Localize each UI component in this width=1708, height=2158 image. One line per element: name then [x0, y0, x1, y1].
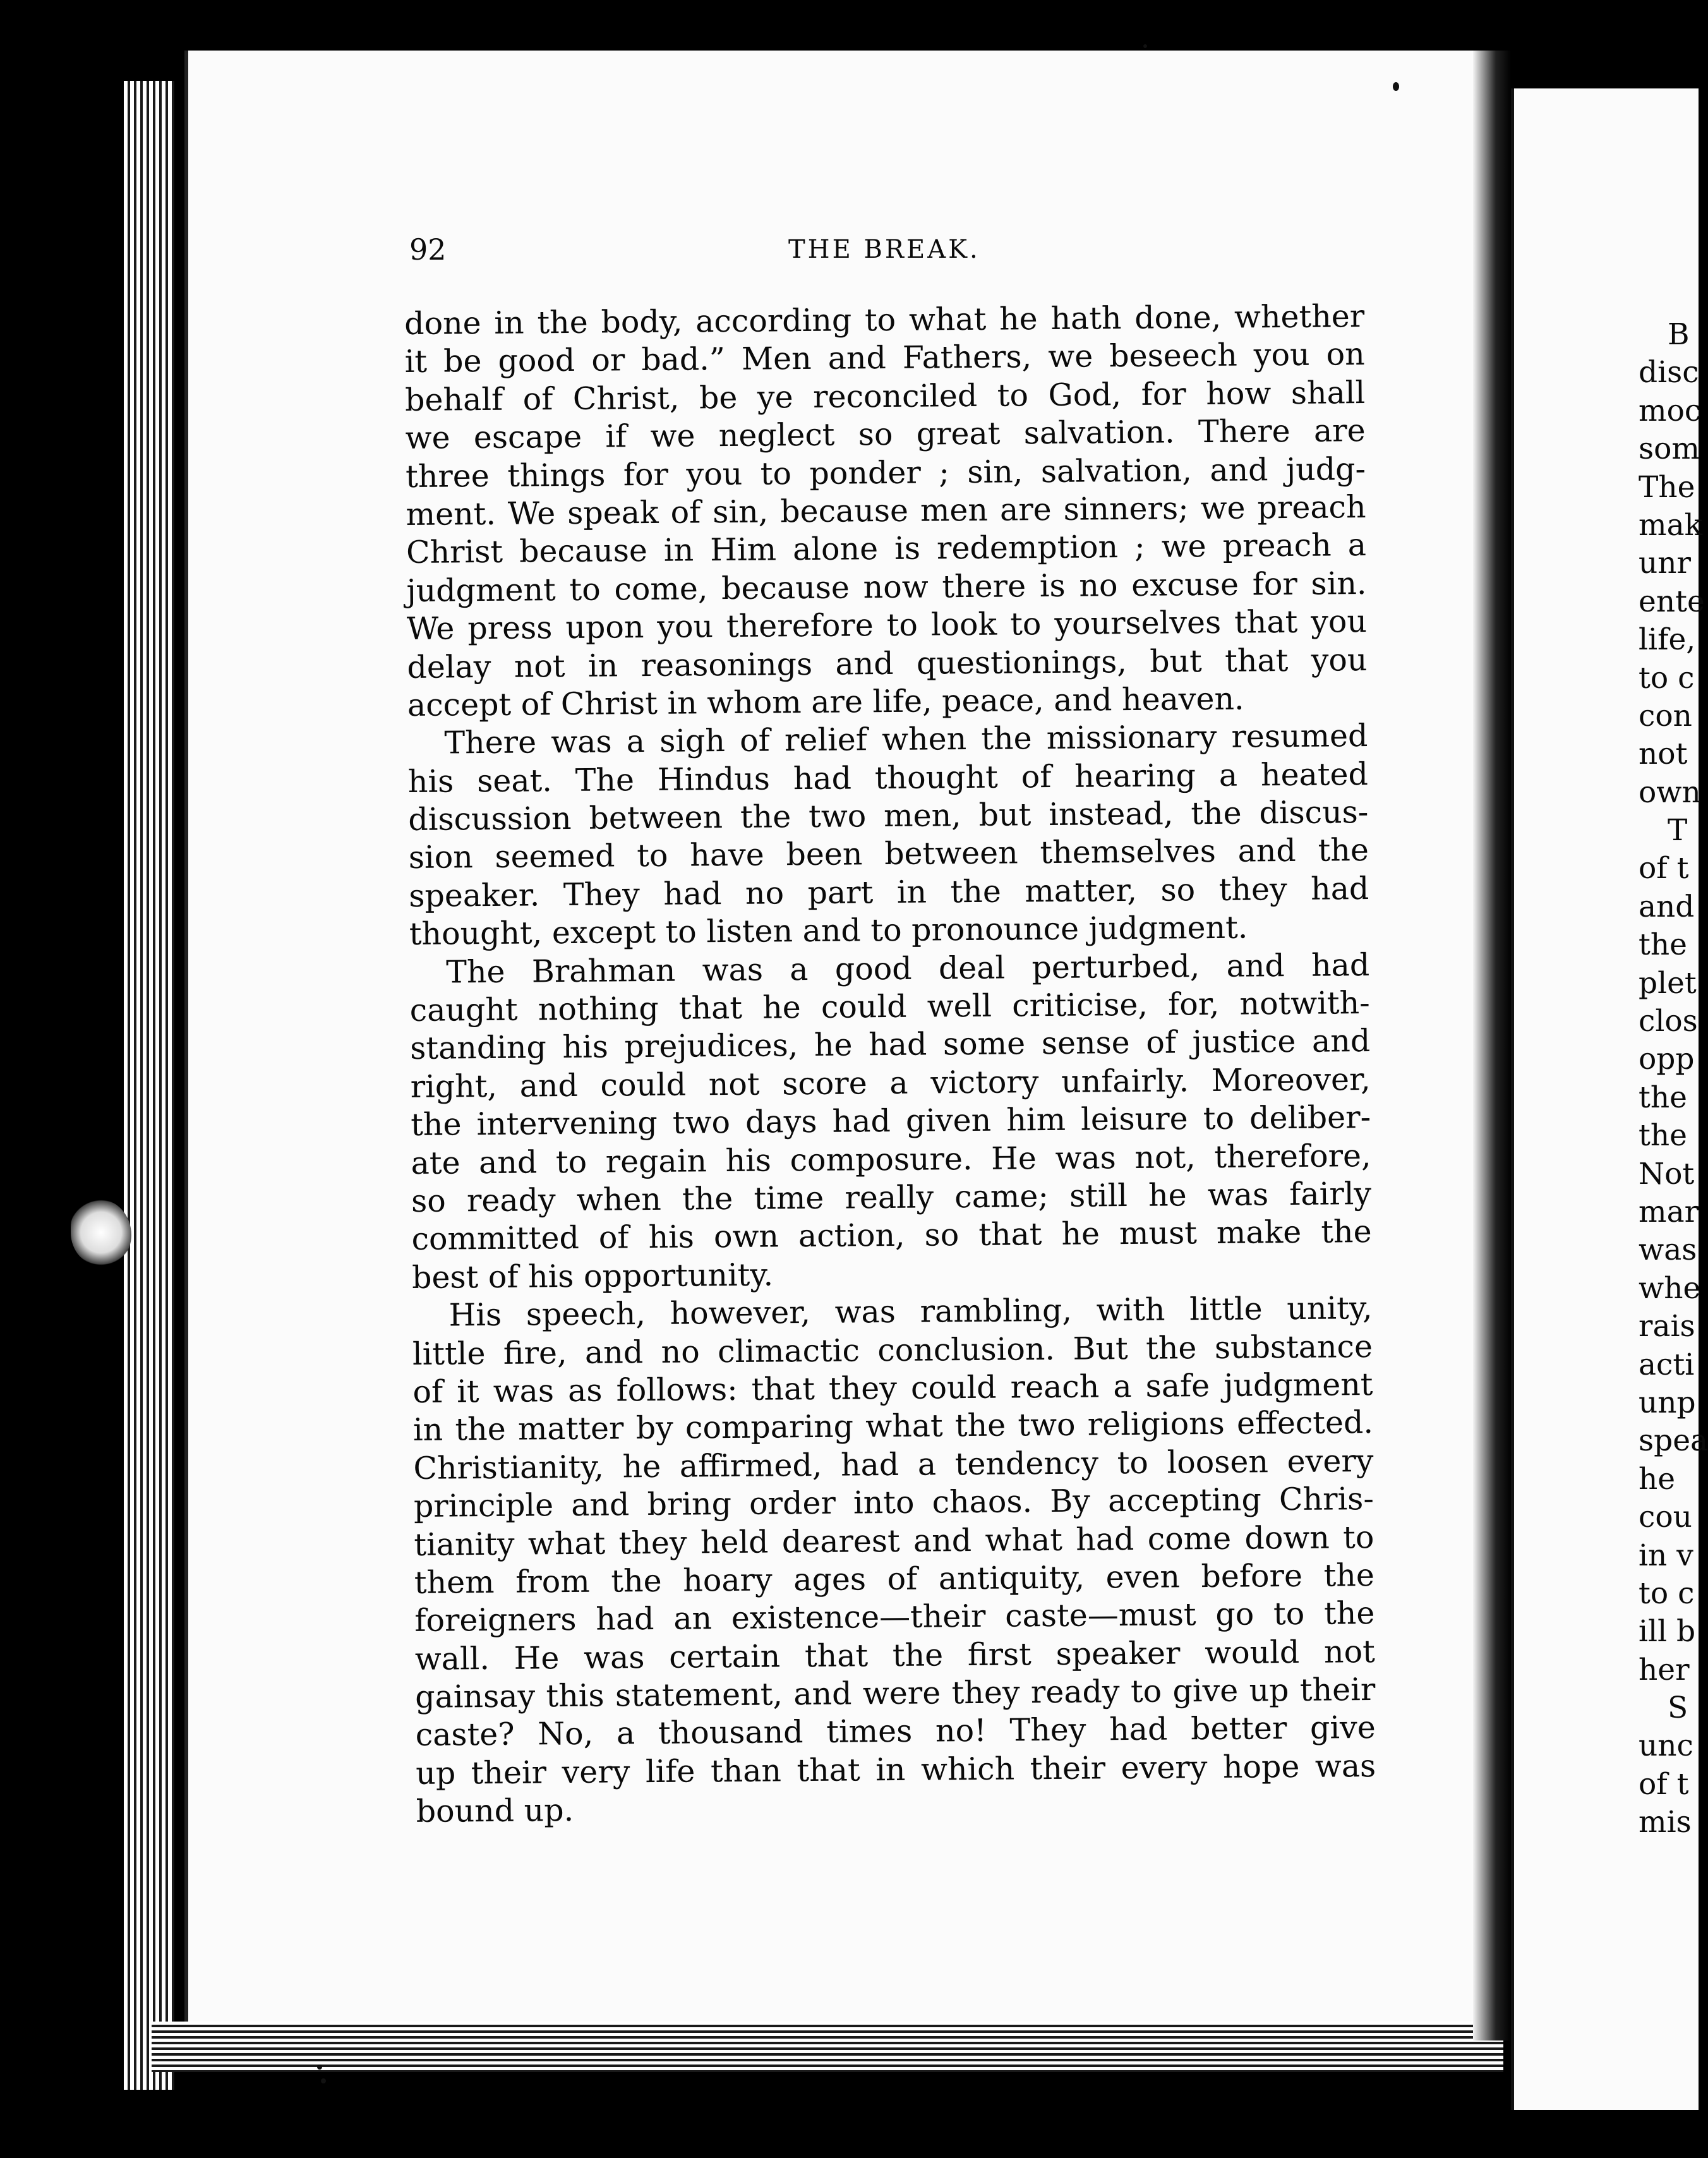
facing-text-fragment: rais — [1639, 1309, 1695, 1344]
facing-text-fragment: cou — [1639, 1500, 1692, 1535]
facing-text-fragment: life, — [1639, 622, 1696, 658]
text-line: done in the body, according to what he hath done, whether — [404, 298, 1365, 342]
text-line: discussion between the two men, but instead, the discus- — [408, 794, 1369, 838]
text-line: sion seemed to have been between themselves and the — [408, 832, 1369, 876]
paper-damage-blot — [71, 1199, 131, 1266]
facing-text-fragment: to c — [1639, 1576, 1695, 1611]
text-line: so ready when the time really came; still he was fairly — [411, 1176, 1372, 1219]
text-line: bound up. — [416, 1792, 574, 1830]
text-line: His speech, however, was rambling, with little unity, — [448, 1290, 1373, 1334]
text-line: Christ because in Him alone is redemption ; we preach a — [406, 527, 1367, 571]
facing-page-text — [1639, 316, 1708, 1842]
text-line: ment. We speak of sin, because men are sinners; we preach — [406, 489, 1366, 533]
facing-text-fragment: of t — [1639, 851, 1689, 886]
running-title: THE BREAK. — [788, 235, 980, 264]
ink-speck — [317, 2065, 322, 2070]
text-line: We press upon you therefore to look to yourselves that you — [406, 603, 1368, 648]
text-line: delay not in reasonings and questionings, but that you — [407, 641, 1368, 685]
facing-text-fragment: not — [1639, 737, 1688, 772]
text-line: wall. He was certain that the first speaker would not — [414, 1633, 1376, 1677]
text-line: judgment to come, because now there is no excuse for sin. — [406, 565, 1367, 609]
text-line: standing his prejudices, he had some sense of justice and — [410, 1023, 1371, 1067]
text-line: the intervening two days had given him leisure to deliber- — [410, 1099, 1371, 1143]
text-line: we escape if we neglect so great salvation. There are — [405, 413, 1366, 457]
facing-text-fragment: ill b — [1639, 1614, 1696, 1649]
facing-text-fragment: the — [1639, 1080, 1687, 1115]
facing-text-fragment: and — [1639, 889, 1695, 924]
facing-text-fragment: moc — [1639, 393, 1702, 428]
facing-text-fragment: T — [1668, 813, 1688, 848]
ink-speck — [1393, 82, 1399, 91]
facing-text-fragment: B — [1668, 317, 1690, 352]
text-line: tianity what they held dearest and what had come down to — [414, 1519, 1374, 1563]
running-head — [409, 232, 1344, 277]
facing-text-fragment: disc — [1639, 355, 1699, 390]
text-line: The Brahman was a good deal perturbed, and had — [446, 946, 1370, 991]
text-line: them from the hoary ages of antiquity, even before the — [414, 1557, 1375, 1601]
facing-text-fragment: plet — [1639, 965, 1697, 1001]
page-number: 92 — [409, 232, 447, 267]
text-line: little fire, and no climactic conclusion. But the substance — [412, 1328, 1373, 1372]
facing-text-fragment: The — [1639, 469, 1695, 505]
facing-text-fragment: unp — [1639, 1385, 1696, 1420]
text-line: three things for you to ponder ; sin, salvation, and judg- — [405, 450, 1366, 495]
text-line: Christianity, he affirmed, had a tendency to loosen every — [413, 1442, 1374, 1486]
facing-text-fragment: the — [1639, 1118, 1687, 1154]
facing-text-fragment: ente — [1639, 584, 1705, 619]
text-line: ate and to regain his composure. He was not, therefore, — [411, 1137, 1371, 1181]
facing-text-fragment: whe — [1639, 1270, 1701, 1306]
facing-text-fragment: was — [1639, 1233, 1697, 1268]
text-line: There was a sigh of relief when the missionary resumed — [444, 718, 1368, 761]
ink-speck — [1143, 44, 1147, 48]
text-line: speaker. They had no part in the matter, so they had — [409, 870, 1369, 914]
facing-text-fragment: to c — [1639, 660, 1695, 696]
body-text — [404, 298, 1376, 1831]
facing-text-fragment: mis — [1639, 1805, 1692, 1840]
text-line: his seat. The Hindus had thought of hearing a heated — [407, 756, 1369, 800]
text-line: gainsay this statement, and were they ready to give up their — [415, 1672, 1376, 1715]
text-line: behalf of Christ, be ye reconciled to God, for how shall — [404, 374, 1366, 418]
facing-text-fragment: S — [1668, 1691, 1688, 1726]
facing-text-fragment: of t — [1639, 1766, 1689, 1802]
facing-text-fragment: opp — [1639, 1042, 1695, 1077]
text-line: principle and bring order into chaos. By accepting Chris- — [413, 1481, 1374, 1525]
text-line: of it was as follows: that they could reach a safe judgment — [412, 1366, 1373, 1410]
facing-text-fragment: unc — [1639, 1728, 1693, 1764]
text-line: accept of Christ in whom are life, peace, and heaven. — [407, 680, 1244, 723]
facing-text-fragment: Not — [1639, 1156, 1695, 1191]
facing-text-fragment: in v — [1639, 1538, 1693, 1573]
facing-text-fragment: acti — [1639, 1347, 1695, 1382]
facing-text-fragment: unr — [1639, 546, 1692, 581]
text-line: caste? No, a thousand times no! They had better give — [415, 1709, 1376, 1754]
text-line: caught nothing that he could well criticise, for, notwith- — [409, 985, 1370, 1028]
text-line: foreigners had an existence—their caste—must go to the — [414, 1595, 1375, 1639]
ink-speck — [321, 2078, 326, 2083]
facing-text-fragment: her — [1639, 1652, 1690, 1687]
text-line: committed of his own action, so that he must make the — [411, 1214, 1372, 1258]
facing-text-fragment: spea — [1639, 1423, 1708, 1459]
text-line: best of his opportunity. — [411, 1257, 774, 1296]
text-line: right, and could not score a victory unfairly. Moreover, — [410, 1061, 1371, 1105]
book-gutter — [1473, 51, 1511, 2040]
text-line: thought, except to listen and to pronounce judgment. — [409, 909, 1248, 953]
facing-text-fragment: he — [1639, 1461, 1676, 1497]
text-line: in the matter by comparing what the two religions effected. — [412, 1404, 1374, 1449]
facing-text-fragment: own — [1639, 775, 1701, 810]
facing-text-fragment: the — [1639, 927, 1687, 963]
facing-text-fragment: mak — [1639, 507, 1703, 543]
facing-text-fragment: som — [1639, 431, 1700, 467]
facing-text-fragment: mar — [1639, 1194, 1699, 1229]
page-edges-bottom — [152, 2022, 1503, 2072]
facing-text-fragment: con — [1639, 698, 1692, 733]
facing-text-fragment: clos — [1639, 1004, 1698, 1039]
text-line: it be good or bad.” Men and Fathers, we beseech you on — [404, 336, 1365, 380]
text-line: up their very life than that in which their every hope was — [416, 1747, 1376, 1792]
page-edges-left — [124, 81, 174, 2090]
